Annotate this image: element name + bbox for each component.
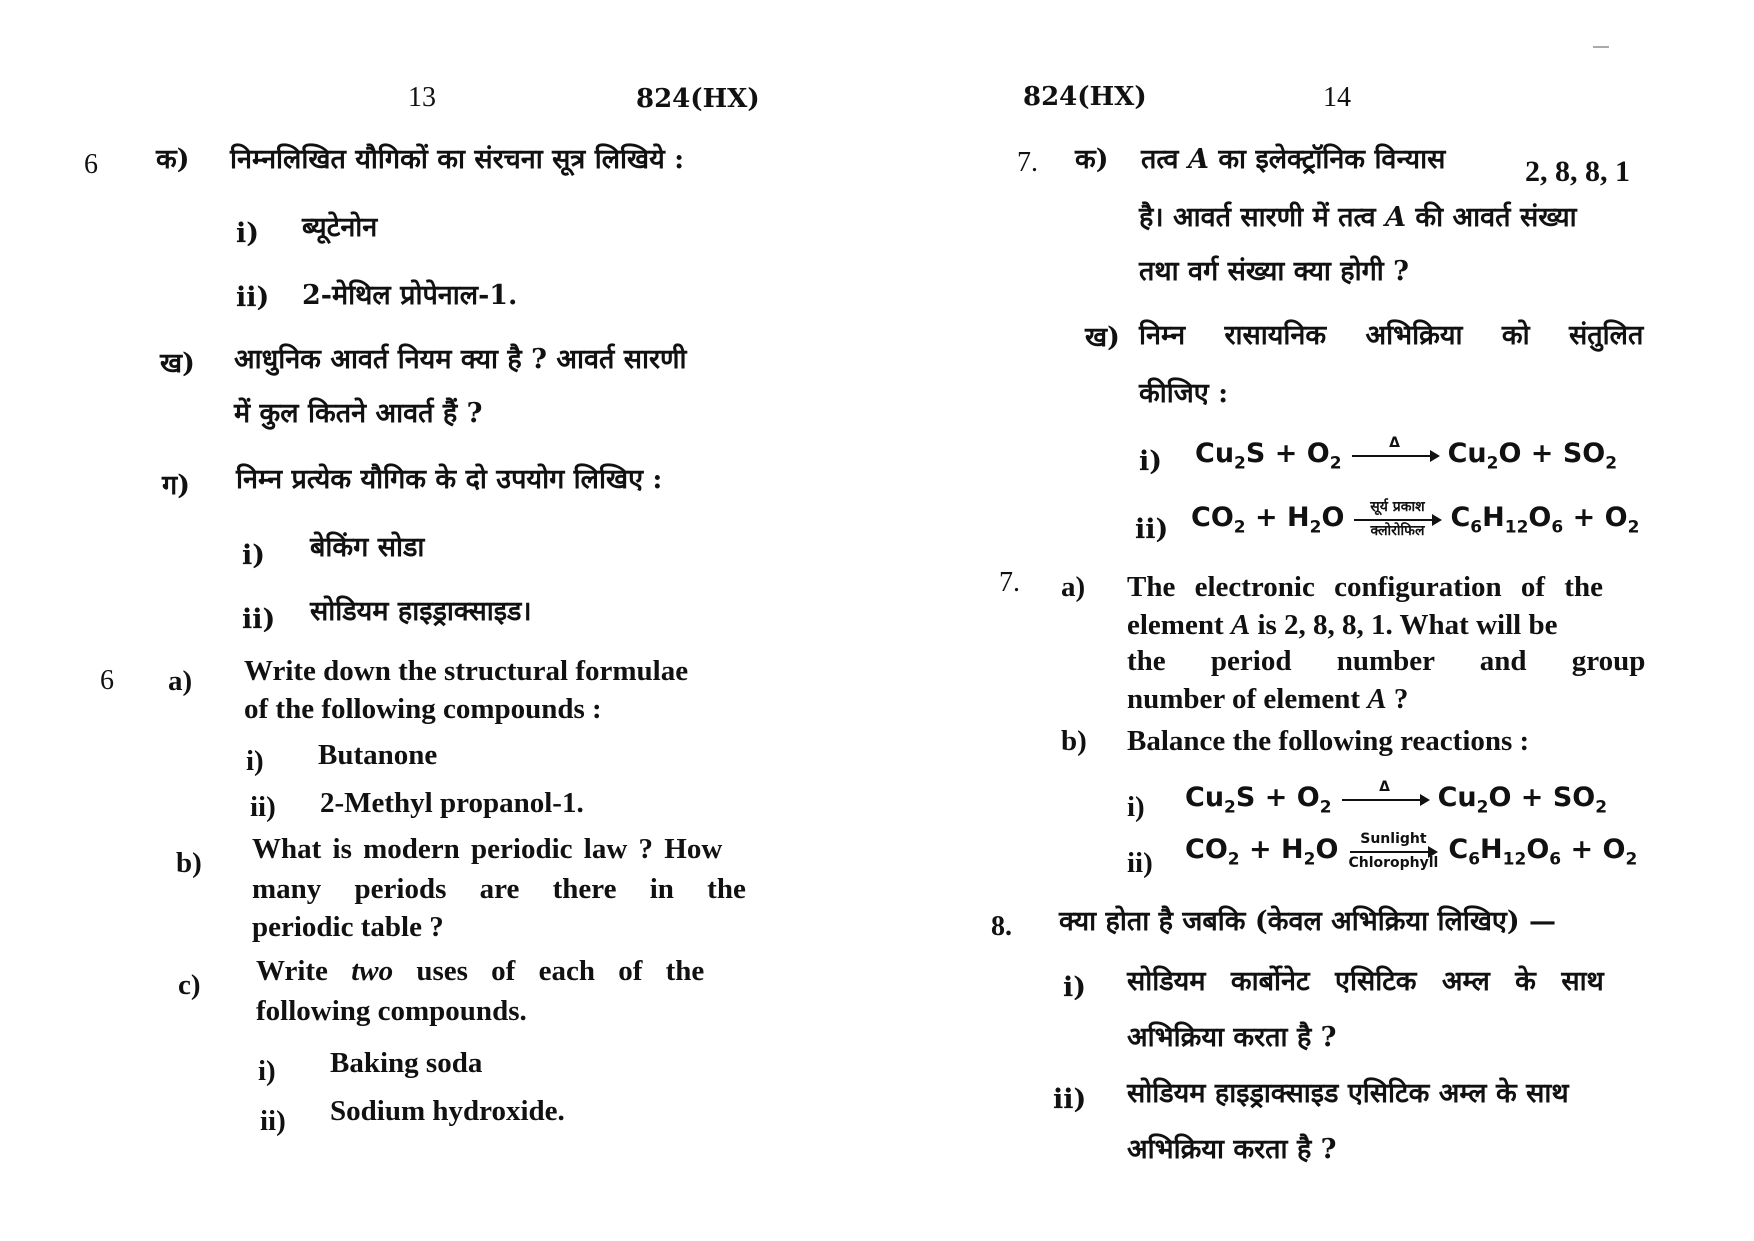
question-text: of the following compounds : bbox=[244, 693, 602, 725]
subpart-label: i) bbox=[1063, 972, 1087, 1003]
subpart-text: Butanone bbox=[318, 739, 438, 771]
subpart-label: i) bbox=[246, 745, 264, 777]
question-text: many periods are there in the bbox=[252, 873, 746, 905]
part-label: a) bbox=[1061, 571, 1086, 603]
question-text: तथा वर्ग संख्या क्या होगी ? bbox=[1139, 256, 1409, 287]
subpart-label: i) bbox=[258, 1055, 276, 1087]
reaction-arrow: Δ bbox=[1352, 436, 1438, 476]
equation-label: i) bbox=[1127, 791, 1145, 823]
subpart-text: अभिक्रिया करता है ? bbox=[1127, 1134, 1337, 1165]
equation-label: ii) bbox=[1135, 514, 1169, 545]
subpart-text: 2-मेथिल प्रोपेनाल-1. bbox=[302, 280, 518, 311]
question-text: element A is 2, 8, 8, 1. What will be bbox=[1127, 609, 1558, 641]
subpart-label: ii) bbox=[260, 1105, 286, 1137]
right-page bbox=[877, 0, 1754, 1241]
question-text: निम्न रासायनिक अभिक्रिया को संतुलित bbox=[1139, 320, 1644, 351]
subpart-text: Sodium hydroxide. bbox=[330, 1095, 565, 1127]
subpart-text: सोडियम हाइड्राक्साइड एसिटिक अम्ल के साथ bbox=[1127, 1078, 1569, 1109]
question-text: में कुल कितने आवर्त हैं ? bbox=[234, 398, 483, 429]
part-label: ग) bbox=[162, 470, 190, 501]
part-label: c) bbox=[178, 969, 201, 1001]
question-text: periodic table ? bbox=[252, 911, 444, 943]
chemical-equation: $Cu_2S + O_2$ Δ $Cu_2O + SO_2$ bbox=[1185, 780, 1607, 820]
question-text: What is modern periodic law ? How bbox=[252, 833, 723, 865]
part-label: क) bbox=[1075, 144, 1109, 175]
chemical-equation: $Cu_2S + O_2$ Δ $Cu_2O + SO_2$ bbox=[1195, 436, 1617, 476]
page-number: 14 bbox=[1323, 82, 1351, 113]
part-label: ख) bbox=[1085, 322, 1120, 353]
question-number: 7. bbox=[999, 567, 1020, 598]
subpart-label: i) bbox=[236, 218, 260, 249]
chemical-equation: $CO_2 + H_2O$ सूर्य प्रकाश क्लोरोफिल $C_6H_{12}O_6 + O_2$ bbox=[1191, 499, 1640, 539]
paper-code: 824(HX) bbox=[1023, 82, 1147, 112]
question-text: the period number and group bbox=[1127, 645, 1646, 677]
subpart-label: i) bbox=[242, 540, 266, 571]
chemical-equation: $CO_2 + H_2O$ Sunlight Chlorophyll $C_6H_{12}O_6 + O_2$ bbox=[1185, 831, 1638, 871]
part-label: क) bbox=[156, 144, 190, 175]
question-text: आधुनिक आवर्त नियम क्या है ? आवर्त सारणी bbox=[234, 344, 687, 375]
subpart-text: 2-Methyl propanol-1. bbox=[320, 787, 584, 819]
question-text: क्या होता है जबकि (केवल अभिक्रिया लिखिए) — bbox=[1059, 906, 1557, 937]
subpart-text: बेकिंग सोडा bbox=[310, 532, 425, 563]
question-text: Write two uses of each of the bbox=[256, 955, 705, 987]
equation-label: ii) bbox=[1127, 847, 1153, 879]
page-number: 13 bbox=[408, 82, 436, 113]
reaction-arrow: Δ bbox=[1342, 780, 1428, 820]
subpart-text: ब्यूटेनोन bbox=[302, 212, 378, 243]
question-number: 8. bbox=[991, 911, 1012, 942]
subpart-text: सोडियम हाइड्राक्साइड। bbox=[310, 596, 532, 627]
electronic-configuration: 2, 8, 8, 1 bbox=[1525, 155, 1630, 188]
question-text: number of element A ? bbox=[1127, 683, 1409, 715]
question-text: तत्व A का इलेक्ट्रॉनिक विन्यास bbox=[1141, 144, 1446, 175]
question-text: following compounds. bbox=[256, 995, 527, 1027]
subpart-label: ii) bbox=[250, 791, 276, 823]
paper-code: 824(HX) bbox=[636, 84, 760, 114]
part-label: ख) bbox=[160, 348, 195, 379]
question-text: The electronic configuration of the bbox=[1127, 571, 1603, 603]
part-label: a) bbox=[168, 665, 193, 697]
subpart-text: Baking soda bbox=[330, 1047, 483, 1079]
question-text: कीजिए : bbox=[1139, 378, 1229, 409]
subpart-text: अभिक्रिया करता है ? bbox=[1127, 1022, 1337, 1053]
part-label: b) bbox=[1061, 725, 1087, 757]
scan-mark bbox=[1593, 46, 1609, 48]
equation-label: i) bbox=[1139, 446, 1163, 477]
subpart-label: ii) bbox=[236, 282, 270, 313]
part-label: b) bbox=[176, 847, 202, 879]
question-text: निम्नलिखित यौगिकों का संरचना सूत्र लिखिये : bbox=[230, 144, 685, 175]
subpart-label: ii) bbox=[1053, 1084, 1087, 1115]
question-text: निम्न प्रत्येक यौगिक के दो उपयोग लिखिए : bbox=[236, 464, 663, 495]
reaction-arrow: Sunlight Chlorophyll bbox=[1348, 831, 1439, 871]
question-text: है। आवर्त सारणी में तत्व A की आवर्त संख्या bbox=[1139, 202, 1577, 233]
question-number: 7. bbox=[1017, 147, 1038, 178]
question-number: 6 bbox=[84, 149, 98, 180]
subpart-label: ii) bbox=[242, 604, 276, 635]
question-text: Write down the structural formulae bbox=[244, 655, 689, 687]
reaction-arrow: सूर्य प्रकाश क्लोरोफिल bbox=[1354, 500, 1440, 540]
question-number: 6 bbox=[100, 665, 114, 696]
question-text: Balance the following reactions : bbox=[1127, 725, 1530, 757]
subpart-text: सोडियम कार्बोनेट एसिटिक अम्ल के साथ bbox=[1127, 966, 1604, 997]
